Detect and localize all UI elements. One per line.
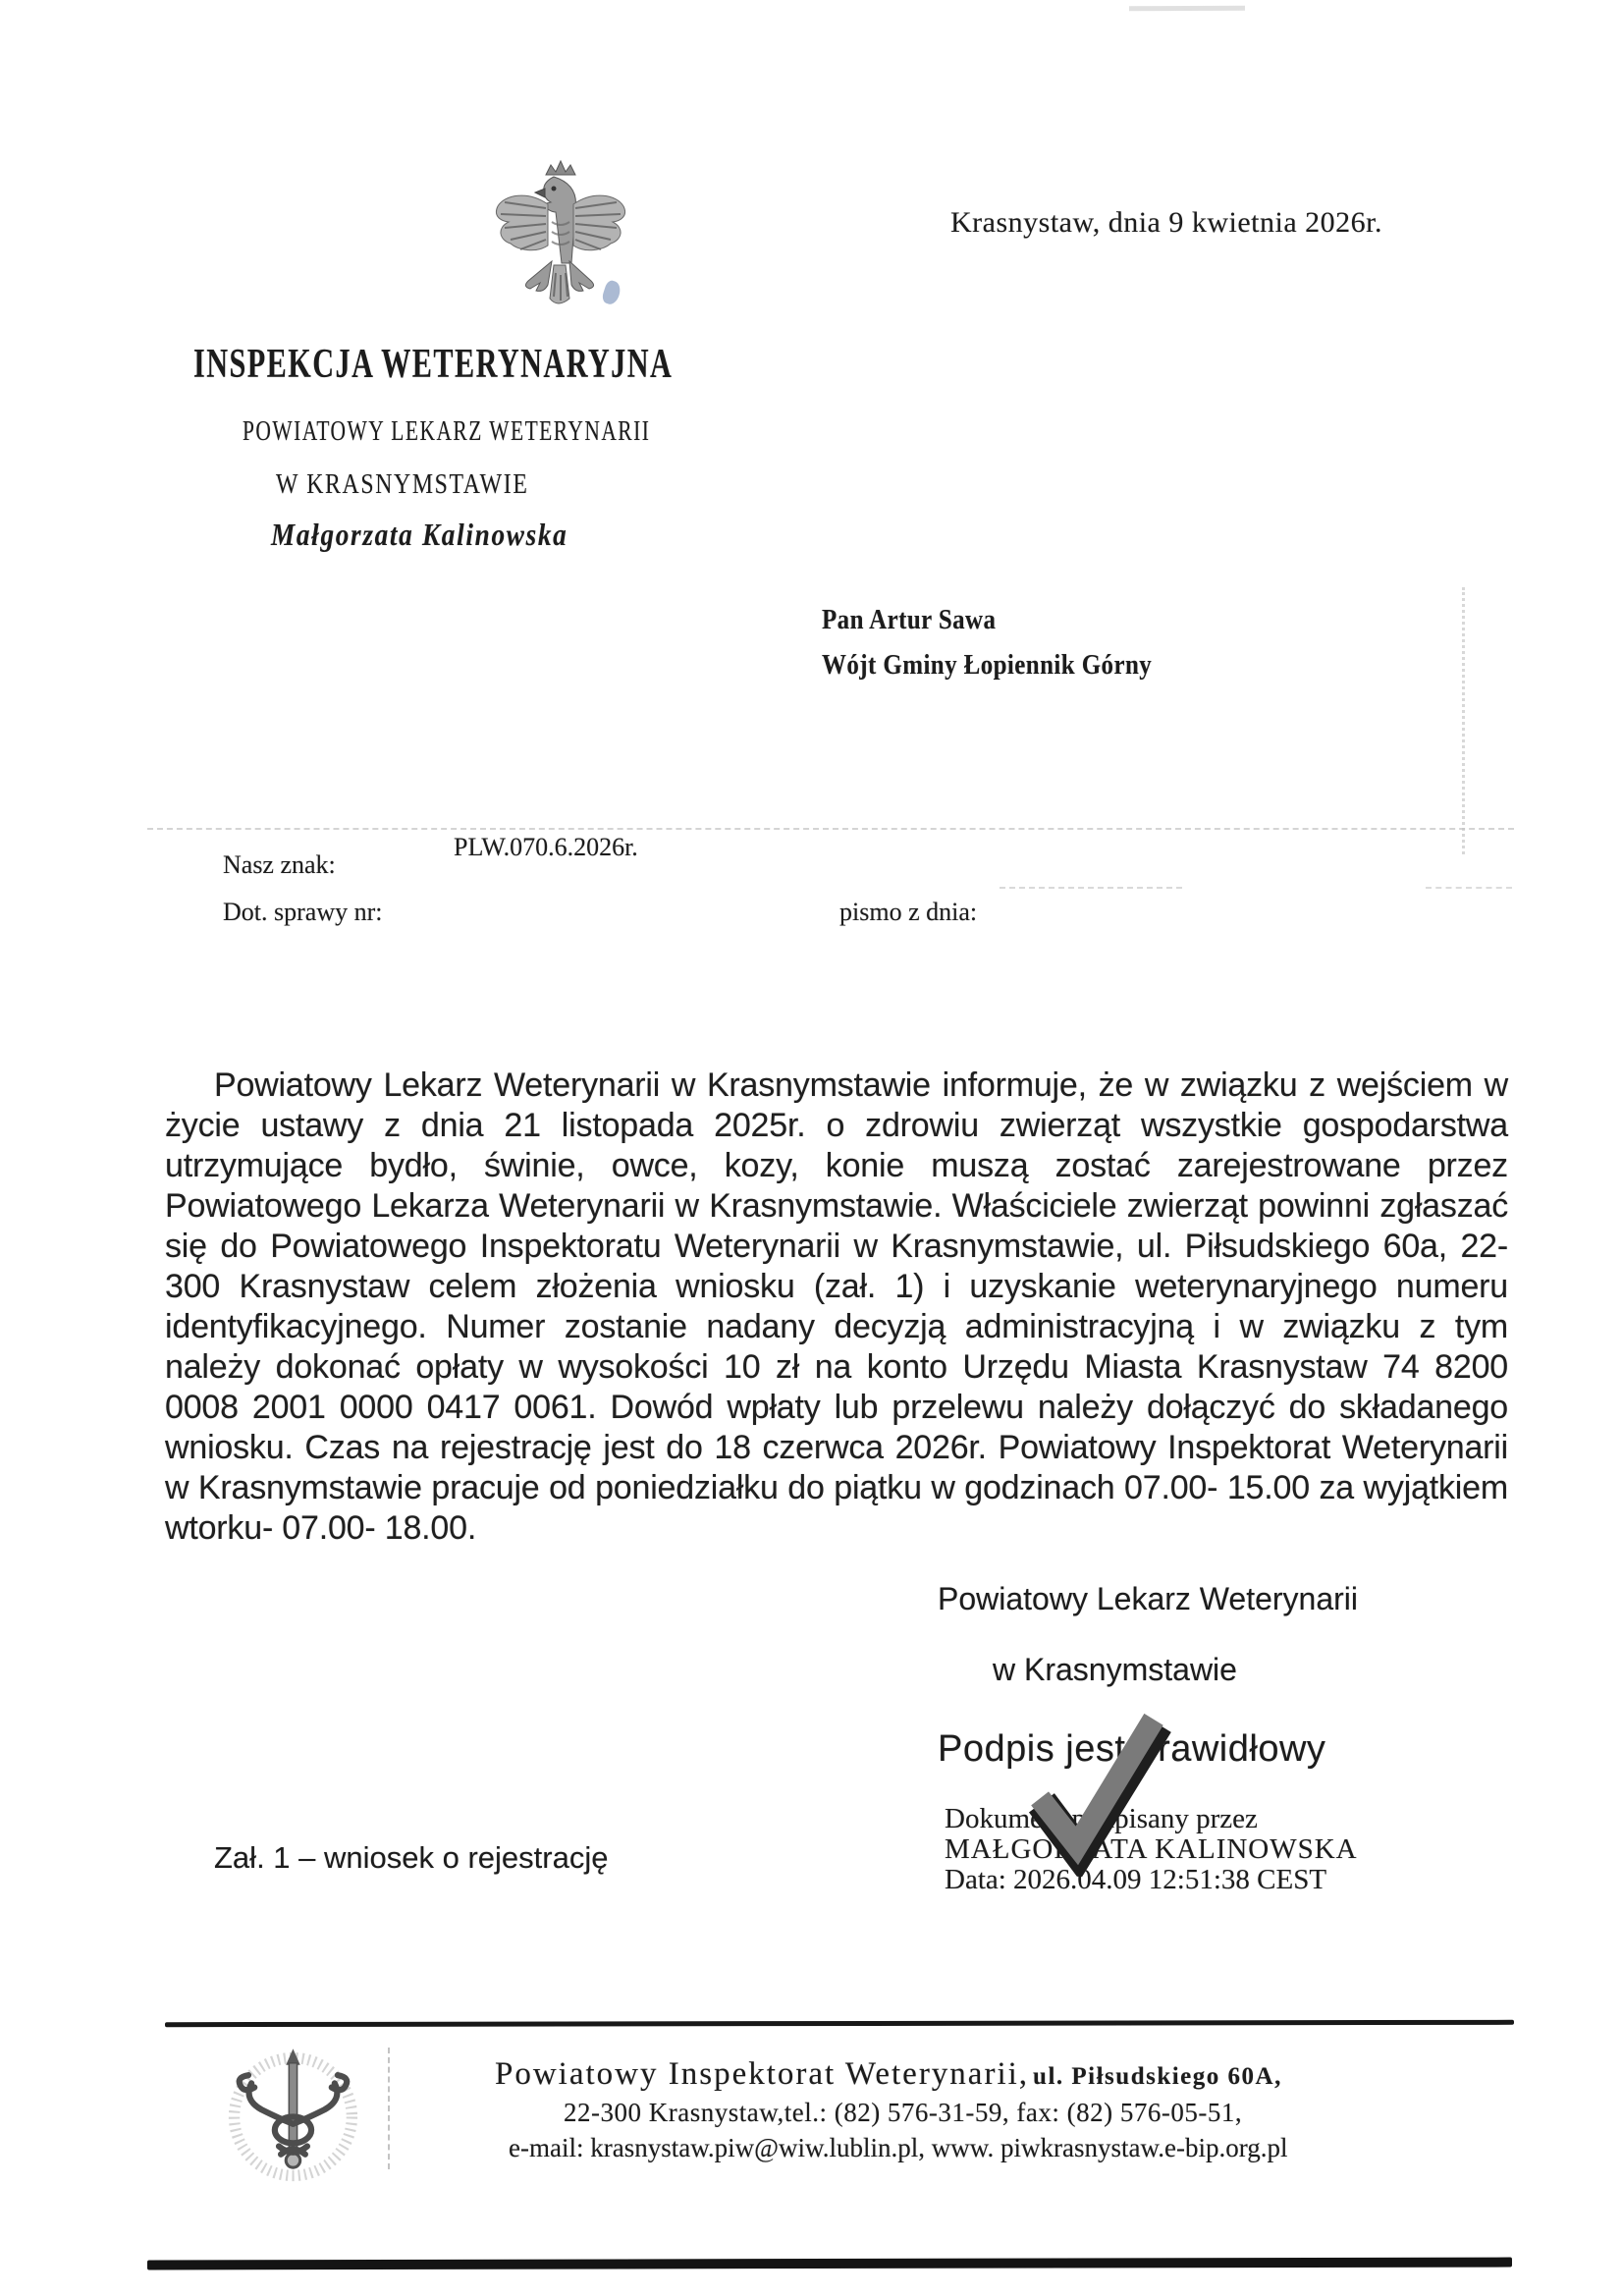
scan-artifact-dashed-line: [1000, 887, 1182, 889]
footer-rule: [165, 2020, 1514, 2027]
signature-check-icon: [1017, 1698, 1176, 1883]
footer-org-name: Powiatowy Inspektorat Weterynarii,: [495, 2056, 1030, 2092]
scan-artifact-top: [1129, 6, 1245, 12]
signature-signed-by: Dokument podpisany przez: [945, 1803, 1258, 1834]
our-ref-label: Nasz znak:: [223, 850, 336, 879]
body-paragraph: Powiatowy Lekarz Weterynarii w Krasnymstawie informuje, że w związku z wejściem w życie ustawy z dnia 21 listopada 2025r. o zdrowiu zwierząt wszystkie gospodarstwa utrzymujące bydło, świnie, owce, kozy, konie muszą zostać zarejestrowane przez Powiatowego Lekarza Weterynarii w Krasnymstawie. Właściciele zwierząt powinni zgłaszać się do Powiatowego Inspektoratu Weterynarii w Krasnymstawie, ul. Piłsudskiego 60a, 22-300 Krasnystaw celem złożenia wniosku (zał. 1) i uzyskanie weterynaryjnego numeru identyfikacyjnego. Numer zostanie nadany decyzją administracyjną i w związku z tym należy dokonać opłaty w wysokości 10 zł na konto Urzędu Miasta Krasnystaw 74 8200 0008 2001 0000 0417 0061. Dowód wpłaty lub przelewu należy dołączyć do składanego wniosku. Czas na rejestrację jest do 18 czerwca 2026r. Powiatowy Inspektorat Weterynarii w Krasnymstawie pracuje od poniedziałku do piątku w godzinach 07.00- 15.00 za wyjątkiem wtorku- 07.00- 18.00.: [165, 1066, 1508, 1547]
letterhead-person: Małgorzata Kalinowska: [271, 517, 568, 552]
our-ref-value: PLW.070.6.2026r.: [454, 833, 638, 861]
footer-street: ul. Piłsudskiego 60A,: [1033, 2063, 1282, 2090]
closing-title-line2: w Krasnymstawie: [993, 1652, 1237, 1687]
scan-artifact-bottom-bar: [147, 2258, 1512, 2270]
footer-divider-dashed: [388, 2048, 390, 2169]
scan-artifact-vertical-dotted-line: [1462, 587, 1465, 854]
letterhead-office: POWIATOWY LEKARZ WETERYNARII: [243, 415, 651, 447]
veterinary-caduceus-icon: [218, 2041, 370, 2193]
signature-name: MAŁGORZATA KALINOWSKA: [945, 1833, 1358, 1865]
recipient-name: Pan Artur Sawa: [822, 604, 997, 635]
footer-email-line: e-mail: krasnystaw.piw@wiw.lublin.pl, www. piwkrasnystaw.e-bip.org.pl: [509, 2133, 1288, 2162]
scan-artifact-dashed-line: [1426, 887, 1512, 889]
recipient-block: [822, 597, 1152, 687]
letterhead-org: INSPEKCJA WETERYNARYJNA: [193, 342, 674, 387]
letterhead-city: W KRASNYMSTAWIE: [276, 468, 529, 500]
signature-valid-text: Podpis jest prawidłowy: [938, 1728, 1326, 1770]
letter-date-label: pismo z dnia:: [839, 898, 978, 926]
footer-line1: [495, 2056, 1282, 2093]
signature-date: Data: 2026.04.09 12:51:38 CEST: [945, 1864, 1327, 1895]
footer-phone-line: 22-300 Krasnystaw,tel.: (82) 576-31-59, fax: (82) 576-05-51,: [564, 2098, 1243, 2127]
scan-artifact-dashed-line: [147, 828, 1514, 830]
closing-title-line1: Powiatowy Lekarz Weterynarii: [938, 1581, 1359, 1616]
case-ref-label: Dot. sprawy nr:: [223, 898, 383, 926]
attachment-note: Zał. 1 – wniosek o rejestrację: [214, 1840, 609, 1875]
recipient-title: Wójt Gminy Łopiennik Górny: [822, 649, 1153, 681]
date-line: Krasnystaw, dnia 9 kwietnia 2026r.: [950, 206, 1382, 239]
